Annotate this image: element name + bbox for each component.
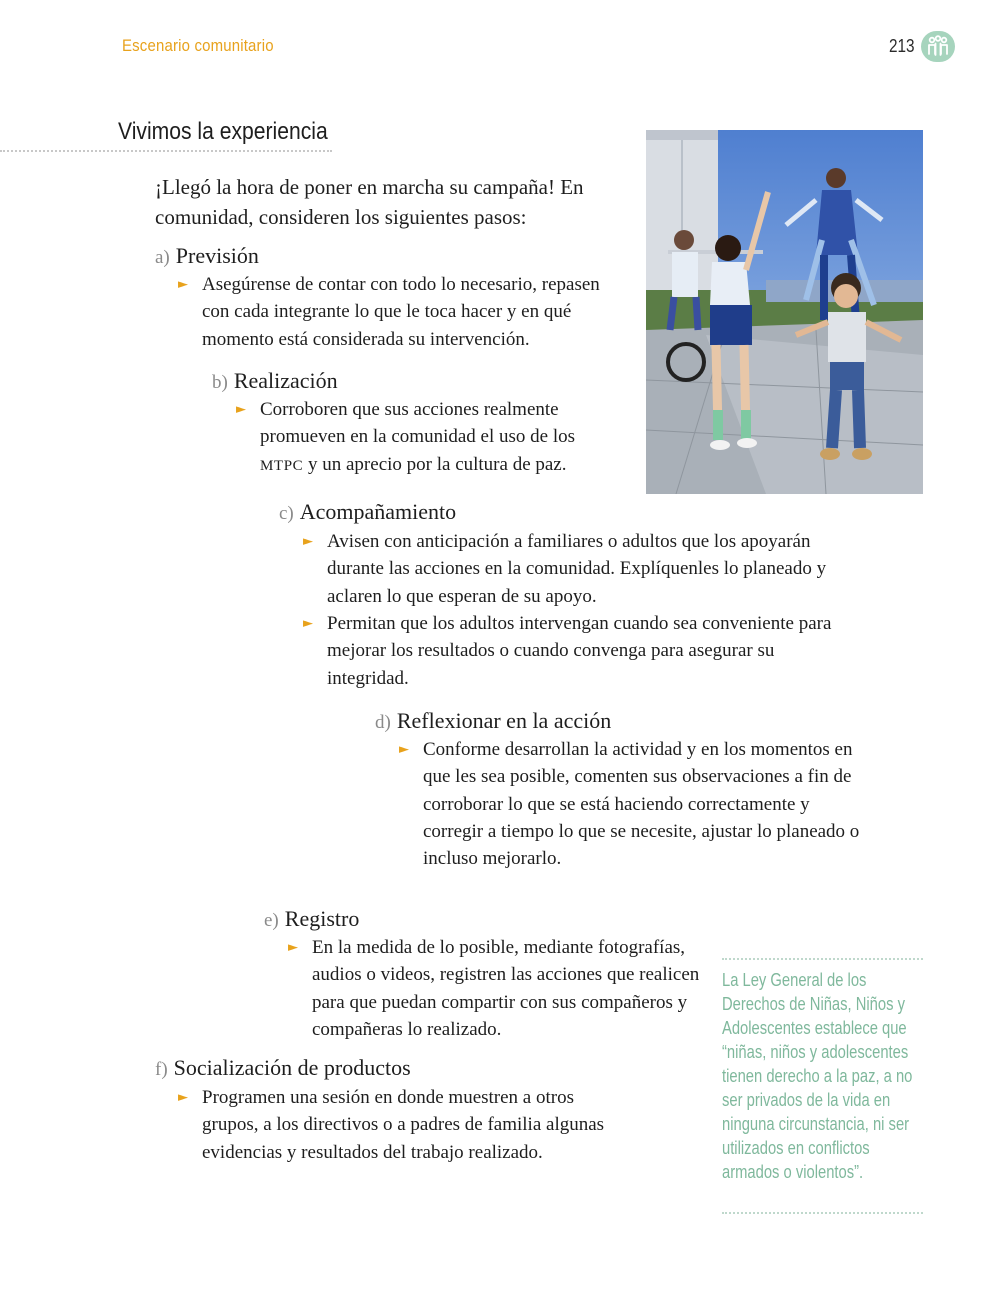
step-title-f (155, 1055, 411, 1081)
step-e-bullet-1: En la medida de lo posible, mediante fotografías, audios o videos, registren las acciones que realicen para que puedan compartir con sus compañeros y compañeras lo realizado. (312, 937, 700, 1040)
section-title: Vivimos la experiencia (118, 118, 328, 145)
step-name-e: Registro (284, 906, 360, 931)
step-letter-a: a) (155, 247, 170, 268)
sidebar-note: La Ley General de los Derechos de Niñas, Niños y Adolescentes establece que “niñas, niños y adolescentes tienen derecho a la paz, a no ser privados de la vida en ninguna circunstancia, ni ser utilizados en conflictos armados o violentos”. (722, 970, 913, 1182)
step-name-b: Realización (233, 368, 338, 393)
step-a-bullet-1: Asegúrense de contar con todo lo necesario, repasen con cada integrante lo que le toca hacer y en qué momento está considerada su intervención. (202, 274, 600, 350)
step-c-bullet-2: Permitan que los adultos intervengan cuando sea conveniente para mejorar los resultados o cuando convenga para asegurar su integridad. (327, 613, 832, 689)
parade-photo (646, 130, 923, 494)
step-name-a: Previsión (175, 243, 259, 268)
community-people-icon (921, 31, 955, 62)
step-letter-d: d) (375, 712, 391, 733)
bullet-arrow-icon: ► (178, 1090, 188, 1105)
step-letter-f: f) (155, 1059, 168, 1080)
step-letter-e: e) (264, 910, 279, 931)
bullet-arrow-icon: ► (303, 534, 313, 549)
step-title-b (212, 368, 338, 394)
step-name-c: Acompañamiento (299, 499, 457, 524)
bullet-arrow-icon: ► (303, 616, 313, 631)
step-letter-c: c) (279, 503, 294, 524)
page-number: 213 (889, 36, 915, 56)
mtpc-abbreviation: MTPC (260, 457, 304, 474)
bullet-arrow-icon: ► (236, 402, 246, 417)
step-title-e (264, 906, 359, 932)
step-name-d: Reflexionar en la acción (396, 708, 612, 733)
bullet-arrow-icon: ► (178, 277, 188, 292)
step-title-c (279, 499, 456, 525)
step-d-bullet-1: Conforme desarrollan la actividad y en los momentos en que les sea posible, comenten sus observaciones a fin de corroborar lo que se está haciendo correctamente y corregir a tiempo lo que se necesite, ajustar lo planeado o incluso mejorarlo. (423, 739, 860, 870)
sidebar-top-divider (722, 958, 923, 960)
intro-paragraph: ¡Llegó la hora de poner en marcha su campaña! En comunidad, consideren los siguientes pasos: (155, 175, 584, 229)
step-b-bullet-1 (260, 396, 605, 480)
section-label: Escenario comunitario (122, 36, 274, 55)
step-name-f: Socialización de productos (173, 1055, 411, 1080)
bullet-arrow-icon: ► (288, 940, 298, 955)
step-title-a (155, 243, 259, 269)
step-f-bullet-1: Programen una sesión en donde muestren a otros grupos, a los directivos o a padres de familia algunas evidencias y resultados del trabajo realizado. (202, 1087, 605, 1163)
bullet-arrow-icon: ► (399, 742, 409, 757)
step-c-bullet-1: Avisen con anticipación a familiares o adultos que los apoyarán durante las acciones en la comunidad. Explíquenles lo planeado y aclaren lo que esperan de su apoyo. (327, 531, 827, 607)
title-divider (0, 150, 332, 152)
step-b-bullet-text-start: Corroboren que sus acciones realmente promueven en la comunidad el uso de los (260, 399, 576, 448)
step-b-bullet-text-end: y un aprecio por la cultura de paz. (303, 453, 567, 475)
step-letter-b: b) (212, 372, 228, 393)
step-title-d (375, 708, 611, 734)
sidebar-bottom-divider (722, 1212, 923, 1214)
